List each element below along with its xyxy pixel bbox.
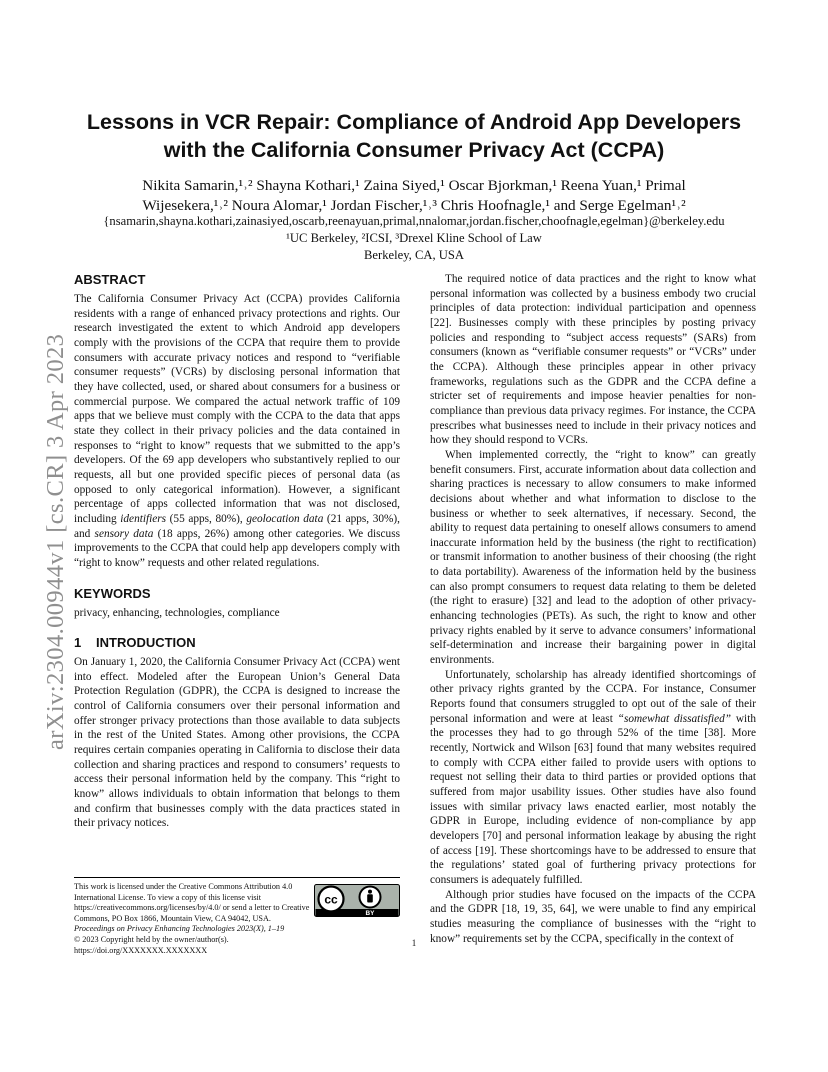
doi-line: https://doi.org/XXXXXXX.XXXXXXX xyxy=(74,945,208,955)
left-column xyxy=(74,272,400,831)
proceedings-line: Proceedings on Privacy Enhancing Technologies 2023(X), 1–19 xyxy=(74,924,285,934)
abstract-heading: ABSTRACT xyxy=(74,272,146,287)
abstract-text xyxy=(74,292,400,570)
authors-line-1: Nikita Samarin,¹˒² Shayna Kothari,¹ Zaina Siyed,¹ Oscar Bjorkman,¹ Reena Yuan,¹ Primal xyxy=(142,177,686,194)
abstract-geolocation: geolocation data xyxy=(246,512,324,525)
author-list xyxy=(70,176,758,216)
right-paragraph-2: When implemented correctly, the “right to know” can greatly benefit consumers. First, accurate information about data collection and sharing practices is necessary to allow consumers to make informed decisions about whether and what information to disclose to the business or whether to seek alternatives, if necessary. Second, the ability to request data pertaining to oneself allows consumers to amend inaccurate information held by the business (the right to rectification) or transmit information to another business of their choosing (the right to data portability). Awareness of the information held by the business can also prompt consumers to request data relating to them be deleted (the right to erasure) [32] and lead to the adoption of other privacy-enhancing technologies (PETs). As such, the right to know and other privacy rights enabled by it serve to advance consumers’ informational self-determination and increase their bargaining power in digital environments. xyxy=(430,448,756,667)
intro-paragraph-1: On January 1, 2020, the California Consumer Privacy Act (CCPA) went into effect. Modeled after the European Union’s General Data Protection Regulation (GDPR), the CCPA is designed to increase the control of California consumers over their personal information and offer stronger privacy protections than those available to data subjects in the rest of the United States. Among other provisions, the CCPA requires certain companies operating in California to disclose their data collection and sharing practices and respond to consumers’ requests to access their personal information held by the company. This “right to know” allows individuals to obtain information that belongs to them and confirm that businesses comply with the data practices stated in their privacy notices. xyxy=(74,656,400,830)
paper-title xyxy=(70,108,758,164)
cc-by-license-icon xyxy=(314,884,400,917)
right-paragraph-1: The required notice of data practices and the right to know what personal information was collected by a business embody two crucial principles of data protection: individual participation and openness [22]. Businesses comply with these principles by posting privacy policies and responding to “subject access requests” (SARs) from consumers (known as “verifiable consumer requests” or “VCRs” under the CCPA). Although these principles appear in other privacy frameworks, regulations such as the GDPR and the CCPA define a stricter set of requirements and impose heavier penalties for non-compliance than previous data privacy regimes. For instance, the CCPA prescribes what businesses need to include in their privacy notices and how they should respond to VCRs. xyxy=(430,273,756,447)
p3-text-part-2: with the processes they had to go through 52% of the time [38]. More recently, Nortwick and Wilson [63] found that many websites required to comply with CCPA either failed to provide users with options to request not selling their data to third parties or provided options that suffered from major usability issues. Other studies have also found issues with similar privacy laws enacted earlier, most notably the GDPR in Europe, including evidence of non-compliance by app developers [70] and personal information leakage by abusing the right of access [19]. These shortcomings have to be addressed to ensure that the regulations’ stated goal of furthering privacy protections for consumers is adequately fulfilled. xyxy=(430,712,756,886)
license-footnote xyxy=(74,877,400,956)
right-column xyxy=(430,272,756,946)
affiliation-institutions: ¹UC Berkeley, ²ICSI, ³Drexel Kline School of Law xyxy=(286,231,542,245)
author-emails: {nsamarin,shayna.kothari,zainasiyed,oscarb,reenayuan,primal,nnalomar,jordan.fischer,choofnagle,egelman}@berkeley.edu xyxy=(103,214,725,228)
section-title: INTRODUCTION xyxy=(96,635,196,651)
title-line-2: with the California Consumer Privacy Act (CCPA) xyxy=(163,138,665,162)
p3-text-part-1: Unfortunately, scholarship has already identified shortcomings of other privacy rights granted by the CCPA. For instance, Consumer Reports found that consumers struggled to opt out of the sale of their personal information and were at least xyxy=(430,668,756,725)
affiliation-location: Berkeley, CA, USA xyxy=(364,248,464,262)
arxiv-stamp xyxy=(22,290,69,750)
copyright-line: © 2023 Copyright held by the owner/author(s). xyxy=(74,934,229,944)
by-icon-text: BY xyxy=(365,910,375,917)
right-paragraph-3 xyxy=(430,668,756,888)
authors-line-2: Wijesekera,¹˒² Noura Alomar,¹ Jordan Fischer,¹˒³ Chris Hoofnagle,¹ and Serge Egelman¹˒² xyxy=(142,197,686,214)
introduction-heading xyxy=(74,635,400,651)
abstract-text-part-2: (55 apps, 80%), xyxy=(166,512,247,525)
page-number: 1 xyxy=(411,938,417,948)
keywords-text: privacy, enhancing, technologies, compliance xyxy=(74,607,280,620)
arxiv-stamp-text: arXiv:2304.00944v1 [cs.CR] 3 Apr 2023 xyxy=(42,333,69,750)
license-text: This work is licensed under the Creative Commons Attribution 4.0 International License. To view a copy of this license visit https://creativecommons.org/licenses/by/4.0/ or send a letter to Creative Commons, PO Box 1866, Mountain View, CA 94042, USA. xyxy=(74,882,310,923)
right-paragraph-4: Although prior studies have focused on the impacts of the CCPA and the GDPR [18, 19, 35, 64], we were unable to find any empirical studies measuring the compliance of businesses with the “right to know” requirements set by the CCPA, specifically in the context of xyxy=(430,888,756,945)
abstract-sensory: sensory data xyxy=(94,527,154,540)
abstract-text-part-4: (18 apps, 26%) among other categories. We discuss improvements to the CCPA that could help app developers comply with “right to know” requests and other related regulations. xyxy=(74,527,400,569)
abstract-text-part-3: (21 apps, 30%), and xyxy=(74,512,400,540)
affiliations xyxy=(70,230,758,264)
p3-quote: “somewhat dissatisfied” xyxy=(617,712,732,725)
keywords-heading: KEYWORDS xyxy=(74,586,151,602)
abstract-identifiers: identifiers xyxy=(120,512,167,525)
title-line-1: Lessons in VCR Repair: Compliance of Android App Developers xyxy=(86,110,742,134)
abstract-text-part-1: The California Consumer Privacy Act (CCPA) provides California residents with a range of enhanced privacy protections and rights. Our research investigated the extent to which Android app developers comply with the provisions of the CCPA that require them to provide consumers with accurate privacy notices and respond to “verifiable consumer requests” (VCRs) by disclosing personal information that they have collected, used, or shared about consumers for a business or commercial purpose. We compared the actual network traffic of 109 apps that we believe must comply with the CCPA to the data that apps state they collect in their privacy policies and the data contained in responses to “right to know” requests that we submitted to the app’s developers. Of the 69 app developers who substantively replied to our requests, all but one provided specific pieces of personal data (as opposed to only categorical information). However, a significant percentage of apps collected information that was not disclosed, including xyxy=(74,293,400,525)
section-number: 1 xyxy=(74,635,82,651)
cc-icon-text: cc xyxy=(324,892,338,907)
